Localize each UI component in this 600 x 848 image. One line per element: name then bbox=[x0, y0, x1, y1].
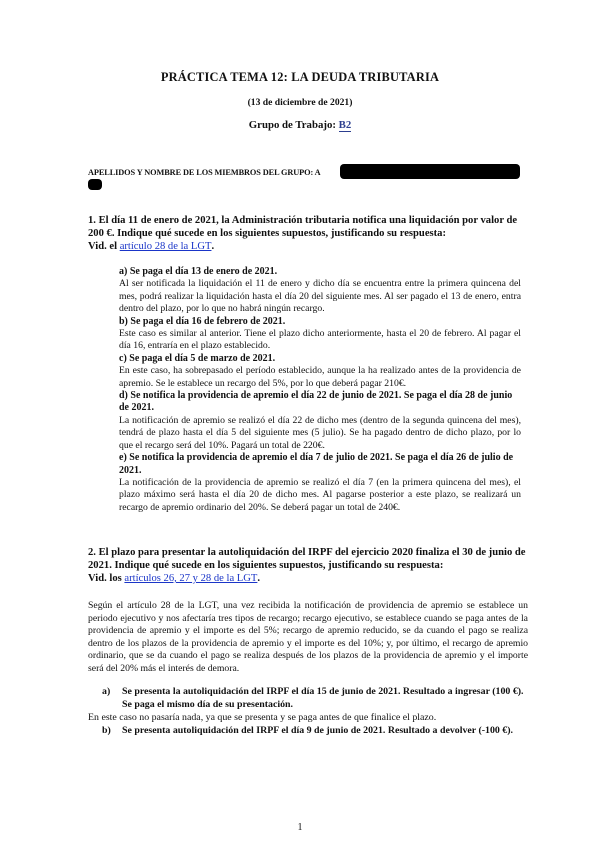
answer-heading: b) Se paga el día 16 de febrero de 2021. bbox=[119, 315, 286, 327]
ref-prefix: Vid. los bbox=[88, 573, 125, 584]
answer-body: Al ser notificada la liquidación el 11 de enero y dicho día se encuentra entre la primera quincena del mes, podrá realizar la liquidación hasta el día 20 del siguiente mes. Al ser pagado el 13 de enero, entra dentro del plazo, por lo que no habrá ningún recargo. bbox=[119, 278, 521, 315]
question-1-answers bbox=[119, 266, 521, 514]
answer-heading: c) Se paga el día 5 de marzo de 2021. bbox=[119, 352, 276, 364]
answer-body: Este caso es similar al anterior. Tiene el plazo dicho anteriormente, hasta el 20 de febrero. Al pagar el día 16, entraría en el plazo establecido. bbox=[119, 328, 521, 352]
redaction-bar bbox=[88, 179, 102, 190]
lgt-articles-link[interactable]: artículos 26, 27 y 28 de la LGT bbox=[124, 573, 258, 584]
work-group bbox=[0, 119, 600, 131]
lgt-article-link[interactable]: artículo 28 de la LGT bbox=[119, 241, 212, 252]
question-1 bbox=[88, 214, 528, 253]
item-text: Se presenta autoliquidación del IRPF el día 9 de junio de 2021. Resultado a devolver (-100 €). bbox=[122, 725, 513, 736]
document-date: (13 de diciembre de 2021) bbox=[247, 97, 353, 108]
answer-heading: d) Se notifica la providencia de apremio el día 22 de junio de 2021. Se paga el día 28 de junio de 2021. bbox=[119, 390, 513, 414]
answer-b bbox=[119, 316, 521, 353]
members-label: APELLIDOS Y NOMBRE DE LOS MIEMBROS DEL GRUPO: A bbox=[88, 168, 321, 177]
work-group-label: Grupo de Trabajo: bbox=[248, 119, 339, 131]
item-label: b) bbox=[102, 725, 111, 736]
item-text: Se presenta la autoliquidación del IRPF el día 15 de junio de 2021. Resultado a ingresar (100 €). Se paga el mismo día de su presentación. bbox=[122, 686, 524, 710]
question-2-item-a-answer: En este caso no pasaría nada, ya que se presenta y se paga antes de que finalice el plazo. bbox=[88, 712, 437, 723]
answer-e bbox=[119, 452, 521, 514]
question-2-item-b bbox=[88, 725, 528, 738]
ref-suffix: . bbox=[211, 241, 215, 252]
answer-body: La notificación de la providencia de apremio se realizó el día 7 (en la primera quincena del mes), el plazo máximo será hasta el día 20 de dicho mes. Al pagarse posterior a este plazo, se realizará un recargo de apremio ordinario del 20%. Se deberá pagar un total de 240€. bbox=[119, 476, 521, 513]
answer-d bbox=[119, 390, 521, 452]
answer-heading: a) Se paga el día 13 de enero de 2021. bbox=[119, 266, 278, 277]
document-title: PRÁCTICA TEMA 12: LA DEUDA TRIBUTARIA bbox=[160, 70, 440, 84]
answer-a bbox=[119, 266, 521, 316]
question-1-ref bbox=[88, 240, 528, 253]
redaction-bar bbox=[340, 164, 520, 179]
page-number: 1 bbox=[297, 822, 303, 833]
answer-body: En este caso, ha sobrepasado el período establecido, aunque la ha realizado antes de la providencia de apremio. Se le establece un recargo del 5%, por lo que deberá pagar 210€. bbox=[119, 365, 521, 389]
question-2-ref bbox=[88, 572, 528, 585]
ref-prefix: Vid. el bbox=[88, 241, 120, 252]
item-label: a) bbox=[102, 686, 111, 697]
answer-heading: e) Se notifica la providencia de apremio el día 7 de julio de 2021. Se paga el día 26 de julio de 2021. bbox=[119, 452, 514, 476]
question-2 bbox=[88, 546, 528, 585]
question-2-item-a bbox=[88, 686, 528, 712]
question-2-text: 2. El plazo para presentar la autoliquidación del IRPF del ejercicio 2020 finaliza el 30 de junio de 2021. Indique qué sucede en los siguientes supuestos, justificando su respuesta: bbox=[88, 547, 526, 571]
answer-c bbox=[119, 353, 521, 390]
answer-body: La notificación de apremio se realizó el día 22 de dicho mes (dentro de la segunda quincena del mes), tendrá de plazo hasta el día 5 del siguiente mes (5 julio). Se ha pagado dentro de dicho plazo, por lo que el recargo será del 10%. Pagará un total de 220€. bbox=[119, 414, 521, 451]
question-2-intro: Según el artículo 28 de la LGT, una vez recibida la notificación de providencia de apremio se establece un periodo ejecutivo y nos afectaría tres tipos de recargo; recargo ejecutivo, se establece cuando se paga antes de la providencia de apremio y el importe es del 5%; recargo de apremio reducido, se da cuando el pago se realiza dentro de los plazos de la providencia de apremio y el importe es del 10%; y, por último, el recargo de apremio ordinario, que se da cuando el pago se realiza después de los plazos de la providencia de apremio y el importe será del 20% más el interés de demora. bbox=[88, 600, 528, 674]
work-group-value: B2 bbox=[338, 119, 352, 131]
ref-suffix: . bbox=[257, 573, 261, 584]
question-1-text: 1. El día 11 de enero de 2021, la Administración tributaria notifica una liquidación por valor de 200 €. Indique qué sucede en los siguientes supuestos, justificando su respuesta: bbox=[88, 215, 518, 239]
